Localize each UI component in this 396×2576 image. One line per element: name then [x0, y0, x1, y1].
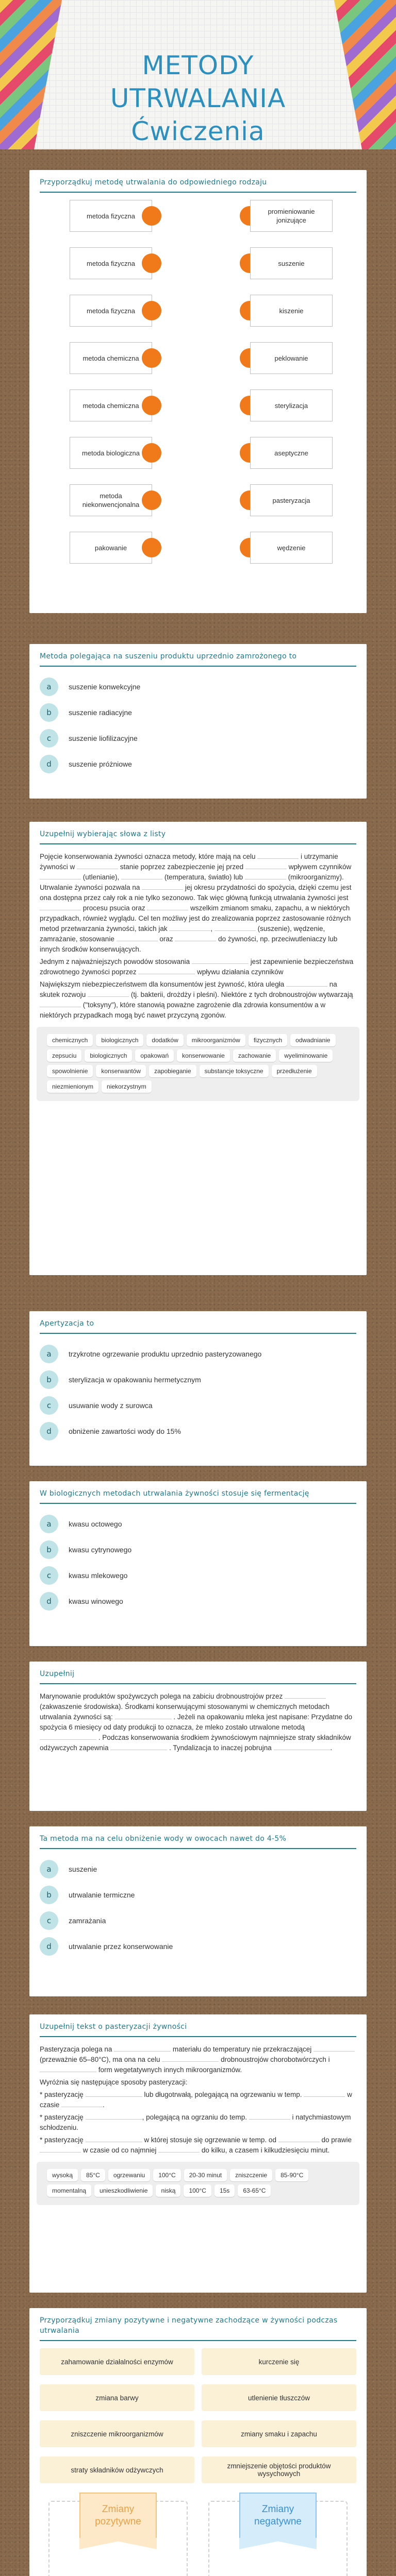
word-chip[interactable]: zniszczenie	[230, 2169, 272, 2181]
blank-slot[interactable]	[169, 924, 213, 933]
word-bank	[37, 1027, 359, 1101]
blank-slot[interactable]	[286, 979, 327, 987]
match-left-item[interactable]: metoda chemiczna	[70, 389, 152, 421]
classify-item[interactable]: utlenienie tłuszczów	[202, 2384, 356, 2411]
match-right-item[interactable]: pasteryzacja	[250, 484, 333, 516]
text: Pojęcie konserwowania żywności oznacza metody, które mają na celu	[40, 853, 256, 860]
option-text: zamrażania	[69, 1917, 106, 1925]
divider	[40, 843, 356, 844]
matching-area	[29, 200, 367, 591]
match-right-item[interactable]: wędzenie	[250, 532, 333, 564]
option-letter-badge: a	[40, 1860, 58, 1878]
match-left-item[interactable]: pakowanie	[70, 532, 152, 564]
match-connector-left[interactable]	[142, 301, 161, 320]
blank-slot[interactable]	[61, 2100, 103, 2107]
option-letter-badge: b	[40, 1540, 58, 1559]
option-letter-badge: c	[40, 1396, 58, 1415]
classify-item[interactable]: zniszczenie mikroorganizmów	[40, 2420, 194, 2447]
text: na skutek rozwoju	[40, 980, 337, 998]
word-chip[interactable]: dodatków	[146, 1034, 183, 1046]
word-chip[interactable]: 100°C	[184, 2184, 211, 2197]
option-letter-badge: a	[40, 677, 58, 696]
text: (temperatura, światło) lub	[164, 873, 243, 881]
option-letter-badge: b	[40, 703, 58, 722]
exercise-quiz-apertization	[29, 1311, 367, 1466]
exercise-matching	[29, 170, 367, 613]
option-text: obniżenie zawartości wody do 15%	[69, 1427, 181, 1435]
negative-ribbon: Zmiany negatywne	[239, 2493, 317, 2539]
section-title: Uzupełnij wybierając słowa z listy	[40, 830, 166, 838]
blank-slot[interactable]	[121, 872, 162, 879]
text: jest zapewnienie bezpieczeństwa zdrowotnego żywności poprzez	[40, 958, 354, 976]
word-chip[interactable]: niekorzystnym	[102, 1080, 152, 1093]
classify-item[interactable]: zahamowanie działalności enzymów	[40, 2348, 194, 2375]
blank-slot[interactable]	[278, 2135, 320, 2142]
divider	[40, 1683, 356, 1684]
word-chip[interactable]: biologicznych	[96, 1034, 143, 1046]
option-letter-badge: d	[40, 1937, 58, 1956]
word-chip[interactable]: 85°C	[81, 2169, 105, 2181]
chevron-pattern-right	[334, 0, 396, 149]
word-chip[interactable]: konserwowanie	[177, 1049, 230, 1062]
quiz-options	[29, 1856, 367, 1959]
option-letter-badge: d	[40, 1422, 58, 1440]
classify-items	[29, 2348, 367, 2483]
quiz-option[interactable]	[29, 1367, 367, 1393]
option-text: suszenie konwekcyjne	[69, 683, 141, 691]
classify-item[interactable]: zmiany smaku i zapachu	[202, 2420, 356, 2447]
quiz-option[interactable]	[29, 1341, 367, 1367]
match-connector-left[interactable]	[142, 206, 161, 226]
blank-slot[interactable]	[158, 2145, 200, 2153]
text: wpływem czynników	[288, 863, 352, 871]
word-chip[interactable]: momentalną	[47, 2184, 91, 2197]
match-right-item[interactable]: kiszenie	[250, 295, 333, 327]
title-line-2: Ćwiczenia	[131, 116, 265, 146]
text: wszelkim zmianom smaku, zapachu, a w niektórych przypadkach, również wyglądu. Cel ten możliwy jest do zrealizowania poprzez zastosowanie różnych metod przetwarzania żywności, takich jak	[40, 904, 351, 933]
option-text: usuwanie wody z surowca	[69, 1401, 153, 1410]
section-title: Przyporządkuj metodę utrwalania do odpowiedniego rodzaju	[40, 178, 267, 187]
blank-slot[interactable]	[86, 2112, 142, 2120]
quiz-option[interactable]	[29, 1882, 367, 1908]
option-letter-badge: d	[40, 755, 58, 773]
divider	[40, 2340, 356, 2341]
section-title: Metoda polegająca na suszeniu produktu uprzednio zamrożonego to	[40, 652, 297, 660]
quiz-option[interactable]	[29, 700, 367, 725]
text: drobnoustrojów chorobotwórczych i	[221, 2056, 330, 2063]
quiz-option[interactable]	[29, 1537, 367, 1563]
text: wpływu działania czynników	[197, 968, 284, 976]
blank-slot[interactable]	[314, 2044, 355, 2052]
text: * pasteryzację	[40, 2113, 84, 2121]
option-text: utrwalanie przez konserwowanie	[69, 1942, 173, 1951]
match-left-item[interactable]: metoda fizyczna	[70, 247, 152, 279]
text: lub długotrwałą, polegającą na ogrzewaniu w temp.	[144, 2091, 302, 2098]
word-chip[interactable]: biologicznych	[85, 1049, 132, 1062]
blank-slot[interactable]	[114, 2044, 171, 2052]
blank-slot[interactable]	[162, 2055, 219, 2062]
word-bank	[37, 2162, 359, 2205]
option-text: suszenie	[69, 1865, 97, 1873]
word-chip[interactable]: niezmienionym	[47, 1080, 98, 1093]
word-chip[interactable]: zepsuciu	[47, 1049, 81, 1062]
divider	[40, 666, 356, 667]
blank-slot[interactable]	[110, 1743, 167, 1750]
blank-slot[interactable]	[138, 967, 195, 974]
match-left-item[interactable]: metoda chemiczna	[70, 342, 152, 374]
blank-slot[interactable]	[40, 903, 81, 910]
quiz-options	[29, 1511, 367, 1614]
blank-slot[interactable]	[77, 862, 118, 869]
text: stanie poprzez zabezpieczenie jej przed	[120, 863, 244, 871]
section-title: Ta metoda ma na celu obniżenie wody w owocach nawet do 4-5%	[40, 1835, 287, 1843]
blank-slot[interactable]	[40, 1733, 96, 1740]
text: ("toksyny"), które stanowią poważne zagrożenie dla zdrowia konsumentów a w niektórych przypadkach mogą być nawet przyczyną zgonów.	[40, 1001, 326, 1019]
divider	[40, 1503, 356, 1504]
word-chip[interactable]: opakowań	[135, 1049, 174, 1062]
text: oraz	[159, 935, 173, 943]
option-letter-badge: a	[40, 1515, 58, 1533]
text: , polegającą na ogrzaniu do temp.	[142, 2113, 247, 2121]
option-letter-badge: a	[40, 1345, 58, 1363]
blank-slot[interactable]	[214, 924, 256, 931]
match-connector-left[interactable]	[142, 396, 161, 415]
drop-area	[29, 2483, 367, 2576]
match-connector-left[interactable]	[142, 490, 161, 510]
option-text: kwasu winowego	[69, 1597, 123, 1605]
option-letter-badge: b	[40, 1886, 58, 1904]
exercise-quiz-fermentation	[29, 1481, 367, 1646]
divider	[40, 192, 356, 193]
text: jej okresu przydatności do spożycia, dzięki czemu jest ona dostępna przez cały rok a nie tylko sezonowo. Tak więc główną funkcją utrwalania żywności jest	[40, 884, 352, 902]
option-text: kwasu cytrynowego	[69, 1546, 132, 1554]
page-title	[62, 49, 334, 148]
blank-slot[interactable]	[115, 1712, 172, 1719]
match-right-item[interactable]: peklowanie	[250, 342, 333, 374]
quiz-option[interactable]	[29, 1908, 367, 1934]
word-chip[interactable]: 100°C	[153, 2169, 181, 2181]
classify-item[interactable]: kurczenie się	[202, 2348, 356, 2375]
word-chip[interactable]: wysoką	[47, 2169, 78, 2181]
option-text: suszenie liofilizacyjne	[69, 734, 138, 742]
blank-slot[interactable]	[285, 1691, 326, 1699]
word-chip[interactable]: 20-30 minut	[184, 2169, 227, 2181]
quiz-option[interactable]	[29, 1511, 367, 1537]
text: Wyróżnia się następujące sposoby pasteryzacji:	[40, 2078, 188, 2086]
exercise-fill-pasteurization	[29, 2014, 367, 2293]
match-row	[29, 342, 367, 381]
text: (zakwaszenie środowiska). Środkami konserwującymi stosowanymi w chemicznych metodach utrwalania żywności są:	[40, 1703, 329, 1721]
word-chip[interactable]: konserwantów	[96, 1065, 146, 1077]
option-text: suszenie radiacyjne	[69, 708, 132, 717]
blank-slot[interactable]	[257, 852, 299, 859]
text: i utrzymanie żywności w	[40, 853, 338, 871]
match-left-item[interactable]: metoda fizyczna	[70, 200, 152, 232]
match-right-item[interactable]: aseptyczne	[250, 437, 333, 469]
text: (tj. bakterii, drożdży i pleśni). Niektóre z tych drobnoustrojów wytwarzają	[130, 991, 353, 998]
match-left-item[interactable]: metoda biologiczna	[70, 437, 152, 469]
quiz-option[interactable]	[29, 1563, 367, 1588]
blank-slot[interactable]	[142, 883, 183, 890]
classify-item[interactable]: zmiana barwy	[40, 2384, 194, 2411]
quiz-options	[29, 1341, 367, 1444]
text: (utlenianie),	[82, 873, 120, 881]
text: (mikroorganizmy). Utrwalanie żywności pozwala na	[40, 873, 344, 891]
section-title: Uzupełnij tekst o pasteryzacji żywności	[40, 2023, 187, 2031]
drop-zone-negative[interactable]	[208, 2501, 348, 2576]
option-text: utrwalanie termiczne	[69, 1891, 135, 1899]
drop-zone-positive[interactable]	[48, 2501, 188, 2576]
blank-slot[interactable]	[40, 1000, 81, 1007]
text: Marynowanie produktów spożywczych polega na zabiciu drobnoustrojów przez	[40, 1692, 283, 1700]
option-text: trzykrotne ogrzewanie produktu uprzednio pasteryzowanego	[69, 1350, 262, 1358]
text: i natychmiastowym schłodzeniu.	[40, 2113, 351, 2131]
blank-slot[interactable]	[175, 934, 216, 941]
classify-item[interactable]: straty składników odżywczych	[40, 2456, 194, 2483]
divider	[40, 1333, 356, 1334]
word-chip[interactable]: 15s	[214, 2184, 235, 2197]
word-chip[interactable]: chemicznych	[47, 1034, 93, 1046]
match-right-item[interactable]: promieniowanie jonizujące	[250, 200, 333, 232]
section-title: Uzupełnij	[40, 1670, 75, 1678]
fill-text	[29, 2044, 367, 2156]
exercise-fill-general	[29, 1662, 367, 1811]
text: w czasie	[40, 2091, 352, 2109]
text: Jednym z najważniejszych powodów stosowania	[40, 958, 190, 965]
blank-slot[interactable]	[40, 2145, 81, 2153]
positive-ribbon: Zmiany pozytywne	[79, 2493, 157, 2539]
match-connector-left[interactable]	[142, 538, 161, 557]
quiz-option[interactable]	[29, 1588, 367, 1614]
word-chip[interactable]: 85-90°C	[275, 2169, 308, 2181]
section-title: Apertyzacja to	[40, 1319, 94, 1328]
blank-slot[interactable]	[249, 2112, 290, 2120]
match-left-item[interactable]: metoda fizyczna	[70, 295, 152, 327]
match-row	[29, 247, 367, 286]
word-chip[interactable]: unieszkodliwienie	[94, 2184, 153, 2197]
text: (suszenie), wędzenie, zamrażanie, stosowanie	[40, 925, 325, 943]
text: .	[103, 2101, 105, 2109]
match-right-item[interactable]: sterylizacja	[250, 389, 333, 421]
blank-slot[interactable]	[40, 872, 81, 879]
word-chip[interactable]: wyeliminowanie	[279, 1049, 333, 1062]
text: do kilku, a czasem i kilkudziesięciu minut.	[201, 2146, 330, 2154]
match-row	[29, 484, 367, 523]
text: ,	[210, 925, 213, 933]
blank-slot[interactable]	[192, 957, 249, 964]
text: do żywności, np. przeciwutleniaczy lub innych środków konserwujących.	[40, 935, 338, 953]
match-row	[29, 532, 367, 571]
match-right-item[interactable]: suszenie	[250, 247, 333, 279]
text: form wegetatywnych innych mikroorganizmów.	[98, 2066, 242, 2074]
chevron-pattern-left	[0, 0, 62, 149]
word-chip[interactable]: ogrzewaniu	[108, 2169, 150, 2181]
quiz-option[interactable]	[29, 751, 367, 777]
text: . Tyndalizacja to inaczej pobrujna	[169, 1744, 272, 1752]
blank-slot[interactable]	[147, 903, 188, 910]
divider	[40, 2036, 356, 2037]
quiz-option[interactable]	[29, 1856, 367, 1882]
text: do prawie	[321, 2136, 352, 2144]
word-chip[interactable]: substancje toksyczne	[200, 1065, 269, 1077]
text: .	[330, 1744, 333, 1752]
quiz-options	[29, 674, 367, 777]
exercise-quiz-drying	[29, 644, 367, 799]
blank-slot[interactable]	[40, 2065, 96, 2072]
option-text: kwasu octowego	[69, 1520, 122, 1528]
quiz-option[interactable]	[29, 725, 367, 751]
word-chip[interactable]: odwadnianie	[290, 1034, 335, 1046]
option-text: suszenie próżniowe	[69, 760, 132, 768]
option-letter-badge: b	[40, 1370, 58, 1389]
match-connector-left[interactable]	[142, 443, 161, 463]
match-row	[29, 200, 367, 239]
option-letter-badge: c	[40, 1911, 58, 1930]
option-text: kwasu mlekowego	[69, 1571, 128, 1580]
text: * pasteryzację	[40, 2136, 84, 2144]
option-letter-badge: c	[40, 729, 58, 748]
title-line-1: METODY UTRWALANIA	[110, 50, 286, 113]
word-chip[interactable]: fizycznych	[249, 1034, 287, 1046]
text: . Jeżeli na opakowaniu mleka jest napisane: Przydatne do spożycia 6 miesięcy od daty produkcji to oznacza, że mleko zostało utrwalone metodą	[40, 1713, 353, 1731]
text: w czasie od co najmniej	[82, 2146, 157, 2154]
word-chip[interactable]: mikroorganizmów	[187, 1034, 245, 1046]
quiz-option[interactable]	[29, 1934, 367, 1959]
classify-item[interactable]: zmniejszenie objętości produktów wysychowych	[202, 2456, 356, 2483]
match-row	[29, 295, 367, 334]
word-chip[interactable]: zapobieganie	[149, 1065, 196, 1077]
blank-slot[interactable]	[86, 2090, 142, 2097]
quiz-option[interactable]	[29, 1393, 367, 1418]
option-text: sterylizacja w opakowaniu hermetycznym	[69, 1376, 201, 1384]
quiz-option[interactable]	[29, 674, 367, 700]
word-chip[interactable]: spowolnienie	[47, 1065, 93, 1077]
option-letter-badge: c	[40, 1566, 58, 1585]
text: . Podczas konserwowania środkiem żywnościowym najmniejsze straty składników odżywczych zapewnia	[40, 1734, 351, 1752]
match-connector-left[interactable]	[142, 348, 161, 368]
text: materiału do temperatury nie przekraczającej	[172, 2045, 312, 2053]
blank-slot[interactable]	[245, 862, 287, 869]
section-title: W biologicznych metodach utrwalania żywności stosuje się fermentację	[40, 1489, 309, 1498]
text: * pasteryzację	[40, 2091, 84, 2098]
exercise-classify-changes	[29, 2308, 367, 2576]
text: (przeważnie 65–80°C), ma ona na celu	[40, 2056, 160, 2063]
text: Pasteryzacja polega na	[40, 2045, 112, 2053]
word-chip[interactable]: zachowanie	[233, 1049, 276, 1062]
text: w której stosuje się ogrzewanie w temp. od	[144, 2136, 276, 2144]
blank-slot[interactable]	[86, 2135, 142, 2142]
match-left-item[interactable]: metoda niekonwencjonalna	[70, 484, 152, 516]
blank-slot[interactable]	[304, 2090, 345, 2097]
exercise-quiz-water	[29, 1826, 367, 1996]
word-chip[interactable]: niską	[156, 2184, 180, 2197]
blank-slot[interactable]	[245, 872, 286, 879]
match-row	[29, 437, 367, 476]
divider	[40, 1848, 356, 1849]
blank-slot[interactable]	[88, 990, 129, 997]
exercise-fill-conservation	[29, 822, 367, 1275]
match-connector-left[interactable]	[142, 253, 161, 273]
blank-slot[interactable]	[117, 934, 158, 941]
blank-slot[interactable]	[274, 1743, 331, 1750]
page-header	[0, 0, 396, 149]
word-chip[interactable]: 63-65°C	[238, 2184, 271, 2197]
option-letter-badge: d	[40, 1592, 58, 1611]
match-row	[29, 389, 367, 429]
fill-text	[29, 852, 367, 1021]
text: Największym niebezpieczeństwem dla konsumentów jest żywność, która uległa	[40, 980, 285, 988]
word-chip[interactable]: przedłużenie	[272, 1065, 317, 1077]
text: procesu psucia oraz	[82, 904, 145, 912]
quiz-option[interactable]	[29, 1418, 367, 1444]
fill-text	[29, 1691, 367, 1753]
section-title: Przyporządkuj zmiany pozytywne i negatywne zachodzące w żywności podczas utrwalania	[40, 2316, 338, 2335]
